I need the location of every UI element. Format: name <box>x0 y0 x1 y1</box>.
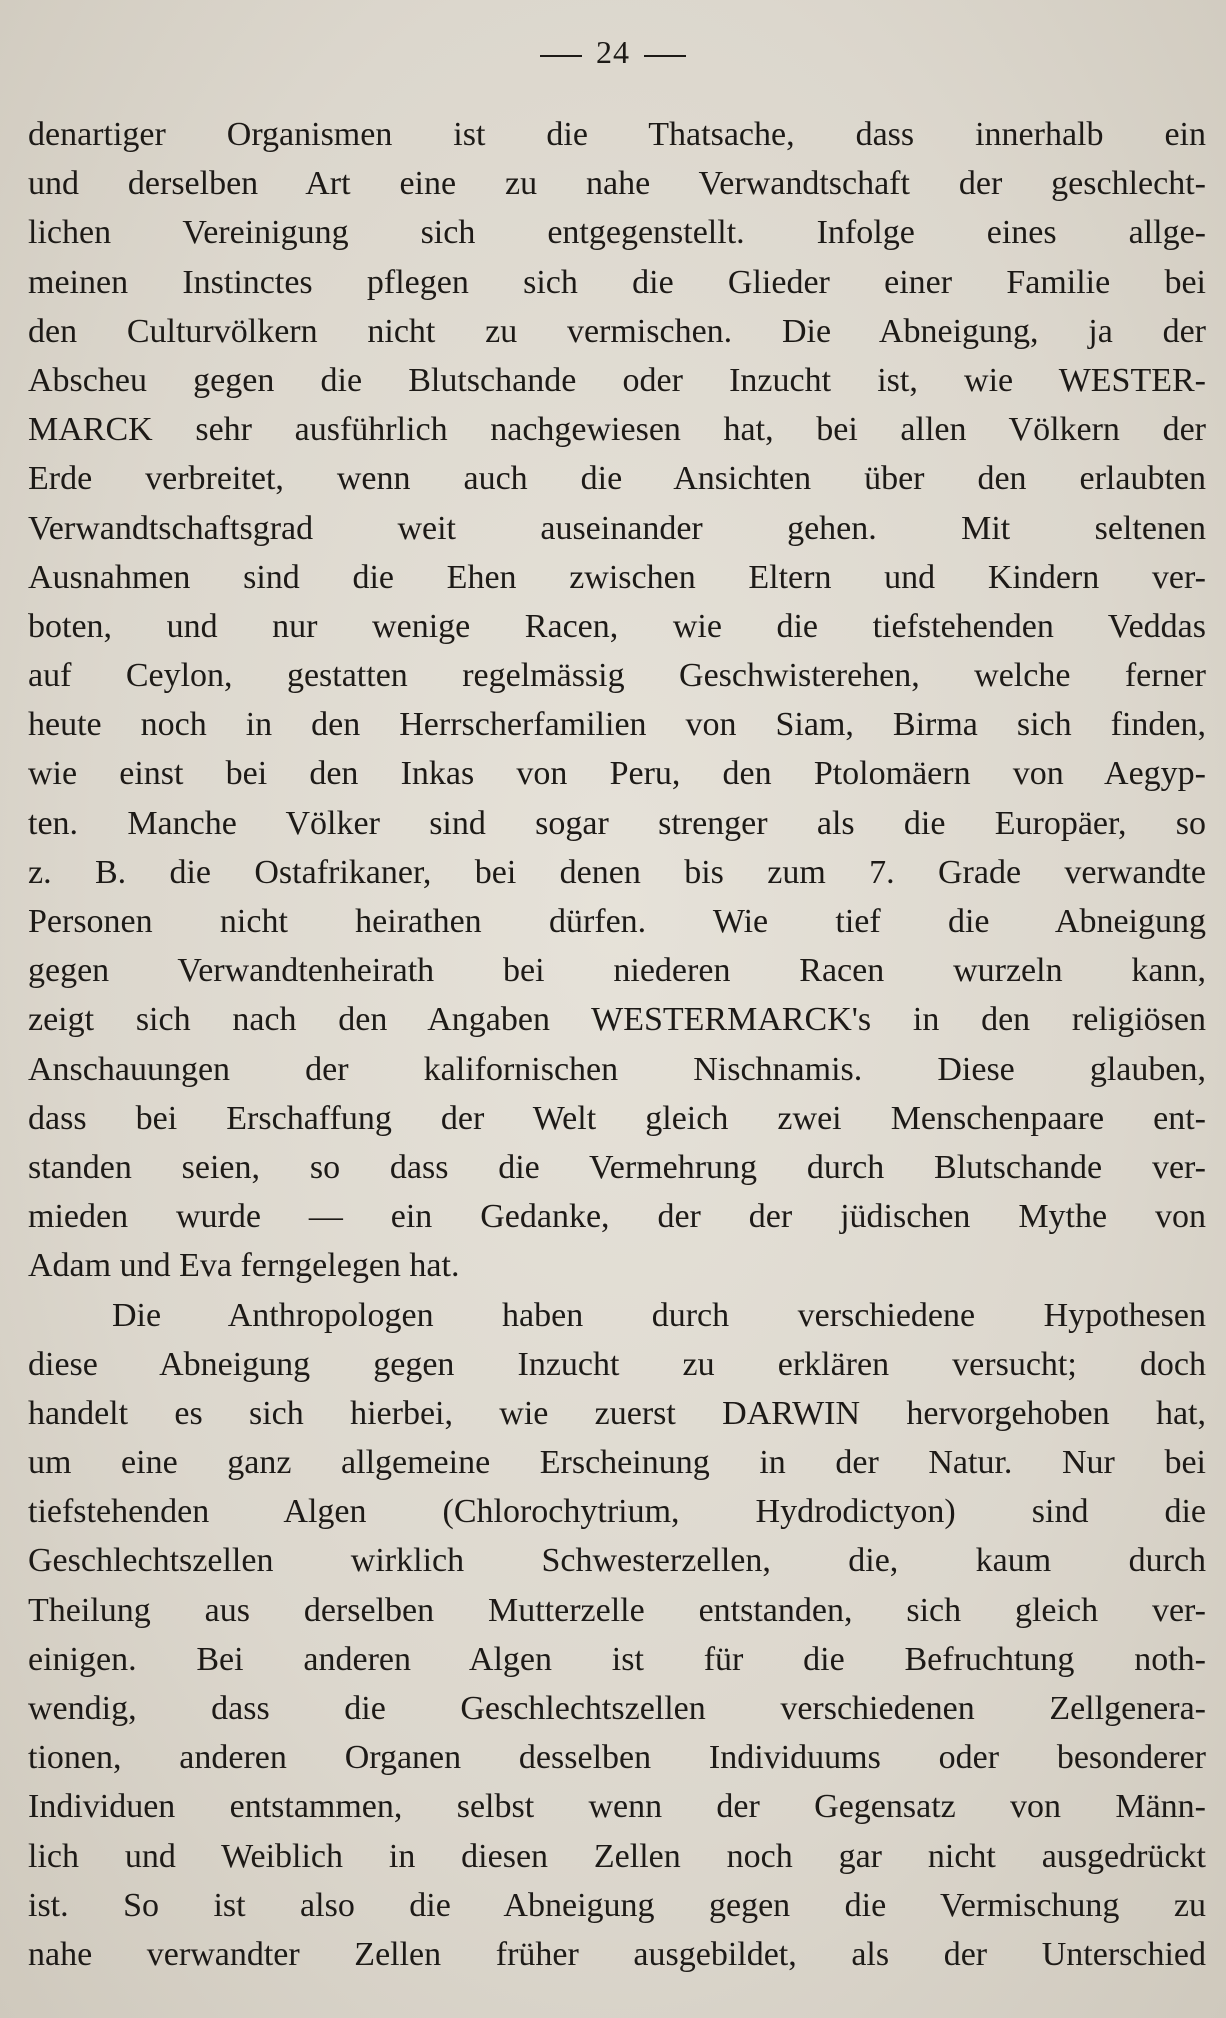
text-line: einigen. Bei anderen Algen ist für die Befruchtung noth- <box>28 1640 1206 1678</box>
text-line: heute noch in den Herrscherfamilien von Siam, Birma sich finden, <box>28 706 1206 744</box>
text-line: nahe verwandter Zellen früher ausgebildet, als der Unterschied <box>28 1935 1206 1973</box>
text-line: tionen, anderen Organen desselben Individuums oder besonderer <box>28 1739 1206 1777</box>
text-line: Abscheu gegen die Blutschande oder Inzucht ist, wie WESTER- <box>28 361 1206 399</box>
text-line: ten. Manche Völker sind sogar strenger als die Europäer, so <box>28 804 1206 842</box>
text-line: boten, und nur wenige Racen, wie die tiefstehenden Veddas <box>28 607 1206 645</box>
text-line: wie einst bei den Inkas von Peru, den Ptolomäern von Aegyp- <box>28 755 1206 793</box>
paragraph-1 <box>28 110 1206 1291</box>
text-line: den Culturvölkern nicht zu vermischen. Die Abneigung, ja der <box>28 312 1206 350</box>
text-line: lichen Vereinigung sich entgegenstellt. Infolge eines allge- <box>28 214 1206 252</box>
text-line: gegen Verwandtenheirath bei niederen Racen wurzeln kann, <box>28 952 1206 990</box>
text-line: wendig, dass die Geschlechtszellen verschiedenen Zellgenera- <box>28 1690 1206 1727</box>
text-line: mieden wurde — ein Gedanke, der der jüdischen Mythe von <box>28 1198 1206 1236</box>
text-line: Geschlechtszellen wirklich Schwesterzellen, die, kaum durch <box>28 1542 1206 1580</box>
text-line: standen seien, so dass die Vermehrung durch Blutschande ver- <box>28 1148 1206 1186</box>
body-text <box>28 110 1206 1979</box>
text-line: Personen nicht heirathen dürfen. Wie tief die Abneigung <box>28 903 1206 940</box>
text-line: handelt es sich hierbei, wie zuerst DARWIN hervorgehoben hat, <box>28 1394 1206 1432</box>
text-line: ist. So ist also die Abneigung gegen die Vermischung zu <box>28 1886 1206 1924</box>
text-line: um eine ganz allgemeine Erscheinung in der Natur. Nur bei <box>28 1444 1206 1482</box>
header-dash-left <box>540 55 582 57</box>
text-line: und derselben Art eine zu nahe Verwandtschaft der geschlecht- <box>28 165 1206 203</box>
text-line: lich und Weiblich in diesen Zellen noch gar nicht ausgedrückt <box>28 1837 1206 1875</box>
text-line: Adam und Eva ferngelegen hat. <box>28 1247 460 1285</box>
text-line: meinen Instinctes pflegen sich die Glieder einer Familie bei <box>28 263 1206 301</box>
text-line: MARCK sehr ausführlich nachgewiesen hat, bei allen Völkern der <box>28 411 1206 449</box>
header-dash-right <box>644 55 686 57</box>
text-line: tiefstehenden Algen (Chlorochytrium, Hydrodictyon) sind die <box>28 1493 1206 1531</box>
text-line: Erde verbreitet, wenn auch die Ansichten über den erlaubten <box>28 460 1206 498</box>
text-line: Verwandtschaftsgrad weit auseinander gehen. Mit seltenen <box>28 509 1206 547</box>
text-line: Die Anthropologen haben durch verschiedene Hypothesen <box>112 1296 1206 1334</box>
text-line: zeigt sich nach den Angaben WESTERMARCK's in den religiösen <box>28 1001 1206 1039</box>
paragraph-2 <box>28 1291 1206 1980</box>
text-line: z. B. die Ostafrikaner, bei denen bis zum 7. Grade verwandte <box>28 853 1206 891</box>
text-line: Anschauungen der kalifornischen Nischnamis. Diese glauben, <box>28 1050 1206 1088</box>
text-line: Theilung aus derselben Mutterzelle entstanden, sich gleich ver- <box>28 1591 1206 1629</box>
text-line: Ausnahmen sind die Ehen zwischen Eltern und Kindern ver- <box>28 558 1206 596</box>
text-line: Individuen entstammen, selbst wenn der Gegensatz von Männ- <box>28 1788 1206 1826</box>
page-header <box>0 34 1226 71</box>
page-number: 24 <box>596 34 630 70</box>
text-line: diese Abneigung gegen Inzucht zu erklären versucht; doch <box>28 1345 1206 1383</box>
text-line: auf Ceylon, gestatten regelmässig Geschwisterehen, welche ferner <box>28 657 1206 695</box>
text-line: dass bei Erschaffung der Welt gleich zwei Menschenpaare ent- <box>28 1099 1206 1137</box>
text-line: denartiger Organismen ist die Thatsache, dass innerhalb ein <box>28 116 1206 153</box>
